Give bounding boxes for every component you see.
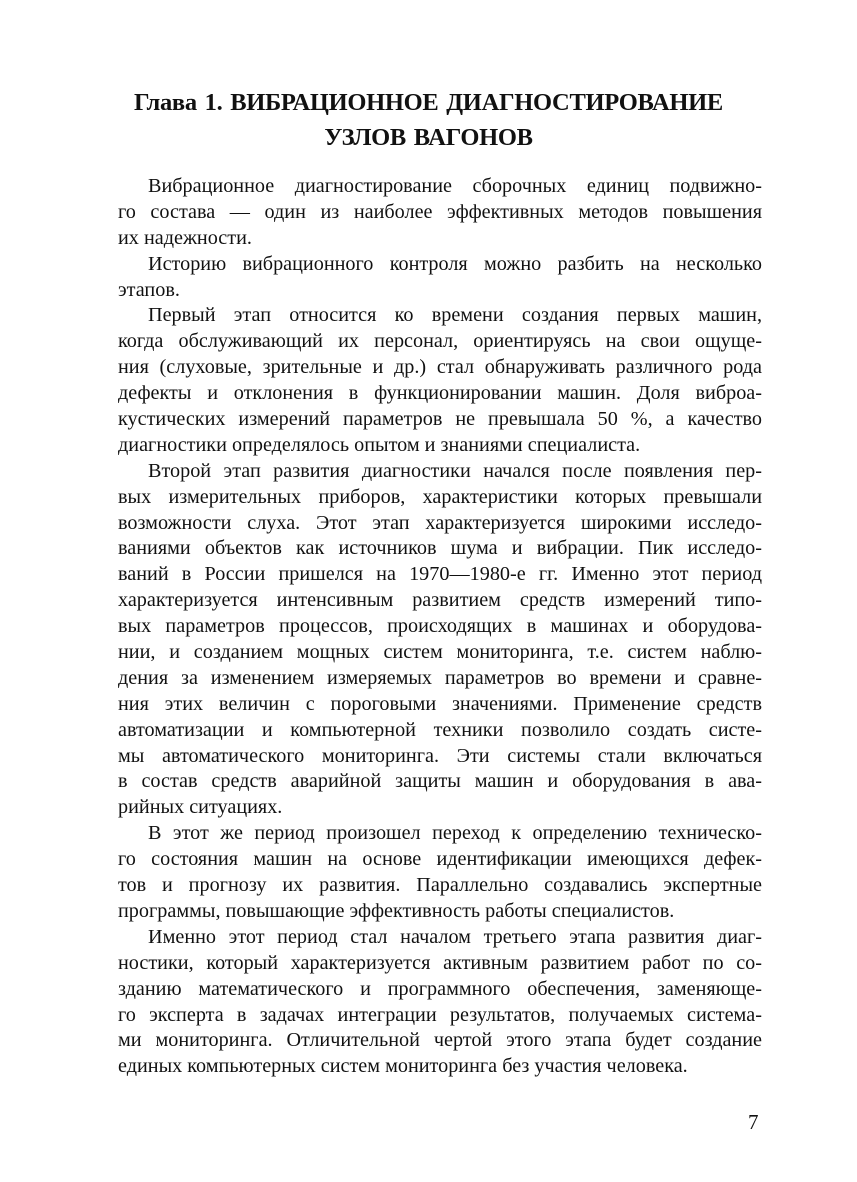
text-line: диагностики определялось опытом и знаниями специалиста. (118, 433, 641, 456)
text-line: дефекты и отклонения в функционировании машин. Доля виброа- (118, 382, 762, 405)
text-line: дения за изменением измеряемых параметров во времени и сравне- (118, 666, 762, 689)
text-line: зданию математического и программного обеспечения, заменяюще- (118, 977, 762, 1000)
text-line: в состав средств аварийной защиты машин и оборудования в ава- (118, 770, 762, 793)
chapter-title-line-2: УЗЛОВ ВАГОНОВ (324, 124, 533, 151)
text-line: ми мониторинга. Отличительной чертой этого этапа будет создание (118, 1029, 762, 1052)
paragraph (118, 303, 762, 458)
text-line: ния этих величин с пороговыми значениями. Применение средств (118, 692, 762, 715)
text-line: программы, повышающие эффективность работы специалистов. (118, 899, 675, 922)
text-line: вых измерительных приборов, характеристики которых превышали (118, 485, 762, 508)
text-line: этапов. (118, 278, 180, 301)
text-line: мы автоматического мониторинга. Эти системы стали включаться (118, 744, 762, 767)
text-line: вых параметров процессов, происходящих в машинах и оборудова- (118, 615, 762, 638)
paragraph (118, 459, 762, 821)
text-line: Второй этап развития диагностики начался после появления пер- (148, 459, 762, 482)
paragraph (118, 174, 762, 252)
text-line: Историю вибрационного контроля можно разбить на несколько (148, 252, 762, 275)
text-line: Именно этот период стал началом третьего этапа развития диаг- (148, 925, 762, 948)
text-line: рийных ситуациях. (118, 796, 283, 819)
chapter-title-line-1: Глава 1. ВИБРАЦИОННОЕ ДИАГНОСТИРОВАНИЕ (134, 89, 723, 116)
text-line: тов и прогнозу их развития. Параллельно создавались экспертные (118, 874, 762, 897)
text-line: автоматизации и компьютерной техники позволило создать систе- (118, 718, 762, 741)
text-line: го состава — один из наиболее эффективных методов повышения (118, 200, 762, 223)
paragraph (118, 925, 762, 1080)
text-line: единых компьютерных систем мониторинга без участия человека. (118, 1055, 688, 1078)
text-line: го состояния машин на основе идентификации имеющихся дефек- (118, 848, 762, 871)
text-line: В этот же период произошел переход к определению техническо- (148, 822, 762, 845)
text-line: ваниями объектов как источников шума и вибрации. Пик исследо- (118, 537, 762, 560)
text-line: Первый этап относится ко времени создания первых машин, (148, 304, 762, 327)
text-line: когда обслуживающий их персонал, ориентируясь на свои ощуще- (118, 330, 762, 353)
text-line: нии, и созданием мощных систем мониторинга, т.е. систем наблю- (118, 641, 762, 664)
text-line: ния (слуховые, зрительные и др.) стал обнаруживать различного рода (118, 356, 762, 379)
text-line: кустических измерений параметров не превышала 50 %, а качество (118, 408, 762, 431)
text-line: го эксперта в задачах интеграции результатов, получаемых системa- (118, 1003, 762, 1026)
paragraph (118, 252, 762, 304)
text-line: характеризуется интенсивным развитием средств измерений типо- (118, 589, 762, 612)
page-number: 7 (748, 1110, 759, 1134)
body-text (118, 174, 762, 1080)
text-line: возможности слуха. Этот этап характеризуется широкими исследо- (118, 511, 762, 534)
text-line: ваний в России пришелся на 1970—1980-е гг. Именно этот период (118, 563, 762, 586)
paragraph (118, 821, 762, 925)
text-line: Вибрационное диагностирование сборочных единиц подвижно- (148, 175, 762, 197)
text-line: ностики, который характеризуется активным развитием работ по со- (118, 951, 762, 974)
text-line: их надежности. (118, 226, 252, 249)
